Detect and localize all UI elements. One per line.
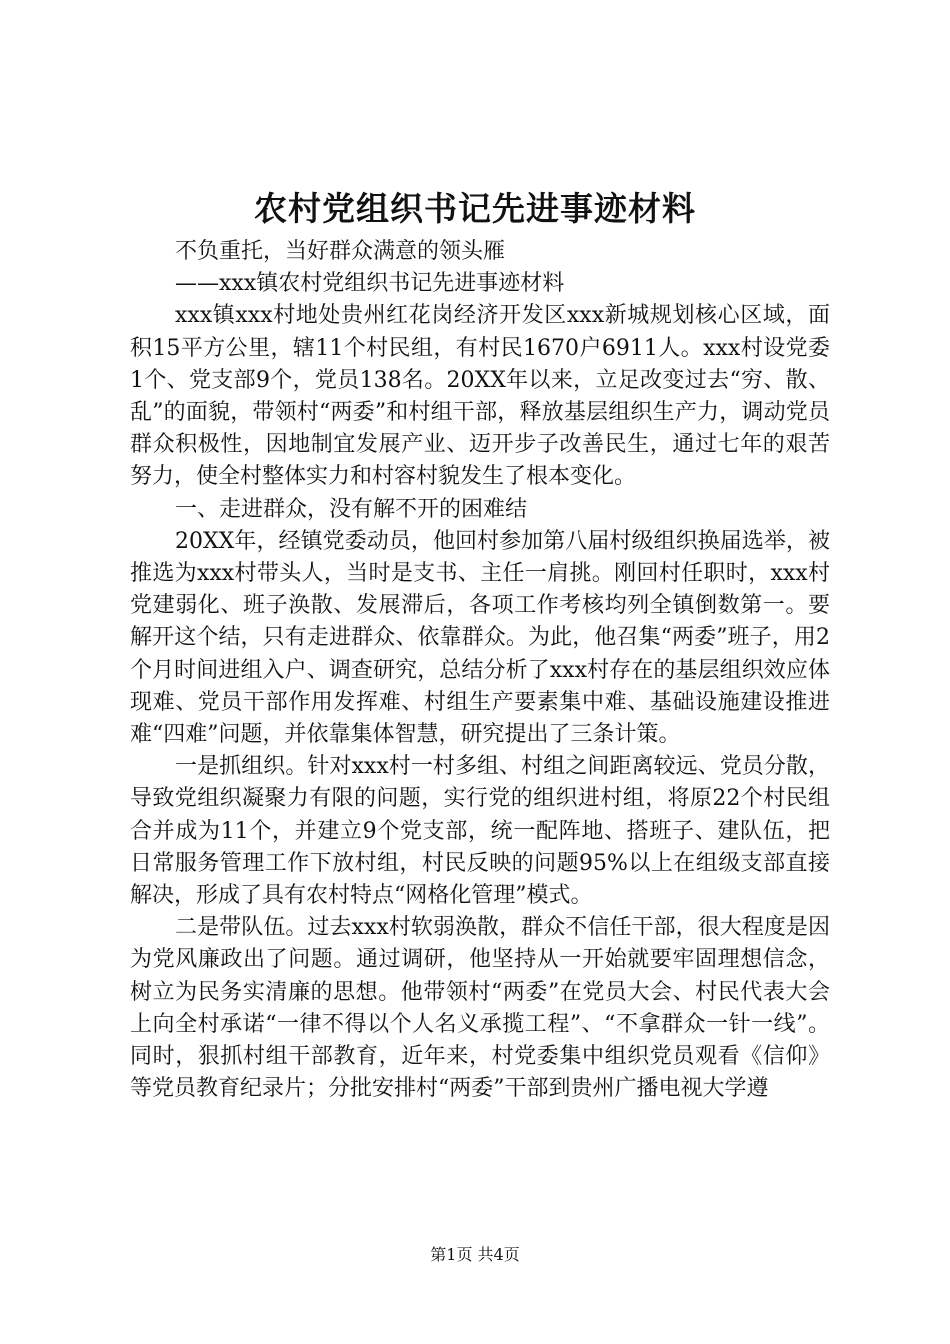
document-body: [130, 236, 830, 1105]
paragraph-subtitle: 不负重托，当好群众满意的领头雁: [175, 239, 506, 264]
section-heading-1: 一、走进群众，没有解不开的困难结: [175, 496, 528, 522]
paragraph-intro: xxx镇xxx村地处贵州红花岗经济开发区xxx新城规划核心区域，面积15平方公里，辖11个村民组，有村民1670户6911人。xxx村设党委1个、党支部9个，党员138名。20XX年以来，立足改变过去“穷、散、乱”的面貌，带领村“两委”和村组干部，释放基层组织生产力，调动党员群众积极性，因地制宜发展产业、迈开步子改善民生，通过七年的艰苦努力，使全村整体实力和村容村貌发生了根本变化。: [130, 303, 830, 490]
paragraph-team: 二是带队伍。过去xxx村软弱涣散，群众不信任干部，很大程度是因为党风廉政出了问题。通过调研，他坚持从一开始就要牢固理想信念，树立为民务实清廉的思想。他带领村“两委”在党员大会、村民代表大会上向全村承诺“一律不得以个人名义承揽工程”、“不拿群众一针一线”。同时，狠抓村组干部教育，近年来，村党委集中组织党员观看《信仰》等党员教育纪录片；分批安排村“两委”干部到贵州广播电视大学遵: [130, 915, 830, 1102]
document-title: 农村党组织书记先进事迹材料: [254, 189, 696, 228]
paragraph-section-1: 20XX年，经镇党委动员，他回村参加第八届村级组织换届选举，被推选为xxx村带头人，当时是支书、主任一肩挑。刚回村任职时，xxx村党建弱化、班子涣散、发展滞后，各项工作考核均列全镇倒数第一。要解开这个结，只有走进群众、依靠群众。为此，他召集“两委”班子，用2个月时间进组入户、调查研究，总结分析了xxx村存在的基层组织效应体现难、党员干部作用发挥难、村组生产要素集中难、基础设施建设推进难“四难”问题，并依靠集体智慧，研究提出了三条计策。: [130, 528, 830, 748]
page-number: 第1页 共4页: [430, 1245, 520, 1264]
paragraph-organization: 一是抓组织。针对xxx村一村多组、村组之间距离较远、党员分散，导致党组织凝聚力有限的问题，实行党的组织进村组，将原22个村民组合并成为11个，并建立9个党支部，统一配阵地、搭班子、建队伍，把日常服务管理工作下放村组，村民反映的问题95%以上在组级支部直接解决，形成了具有农村特点“网格化管理”模式。: [130, 754, 830, 909]
paragraph-byline: ——xxx镇农村党组织书记先进事迹材料: [175, 271, 565, 297]
